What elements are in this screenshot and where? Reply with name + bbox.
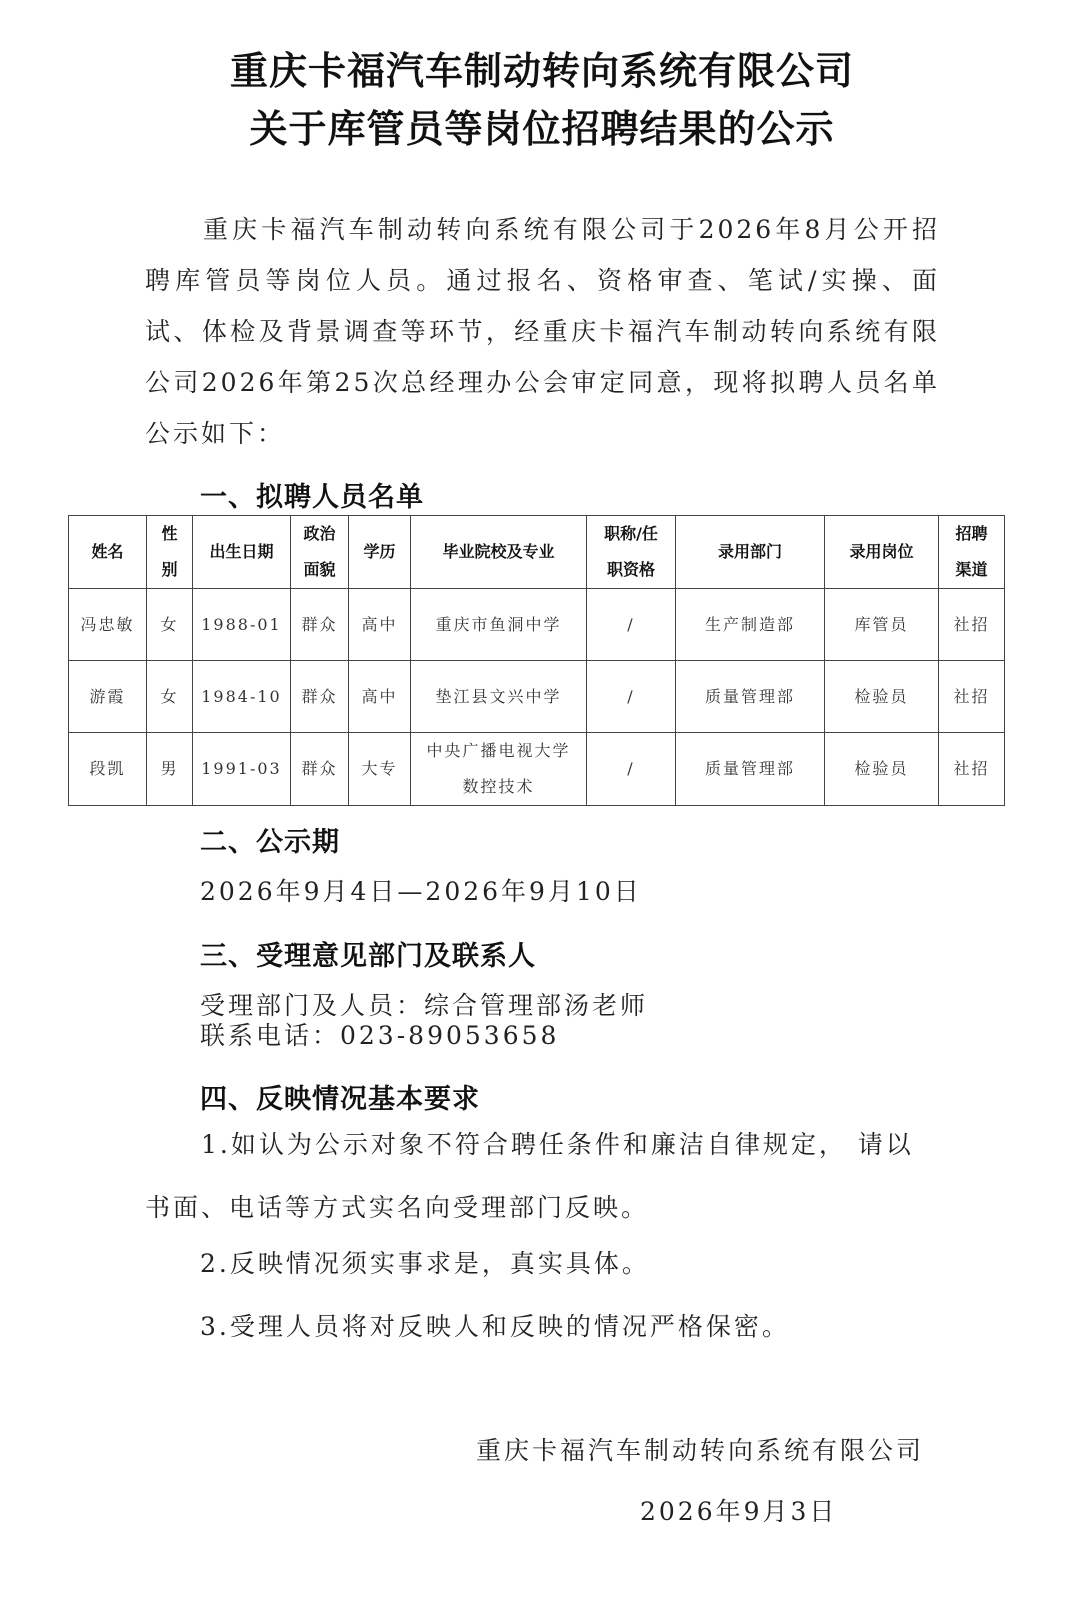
signature-date: 2026年9月3日 [640,1497,838,1526]
cell-birth: 1988-01 [193,589,291,661]
cell-dept: 质量管理部 [676,733,825,806]
table-row [69,661,1005,733]
document-title-line1: 重庆卡福汽车制动转向系统有限公司 [229,49,854,93]
header-political: 政治 面貌 [291,516,349,589]
requirement-item-2: 2.反映情况须实事求是，真实具体。 [200,1249,650,1278]
requirement-item-3: 3.受理人员将对反映人和反映的情况严格保密。 [200,1312,790,1341]
header-dept: 录用部门 [676,516,825,589]
header-post: 录用岗位 [825,516,939,589]
cell-channel: 社招 [939,589,1005,661]
header-school: 毕业院校及专业 [411,516,587,589]
table-row [69,733,1005,806]
cell-gender: 男 [147,733,193,806]
cell-post: 检验员 [825,733,939,806]
document-title-line2: 关于库管员等岗位招聘结果的公示 [249,107,835,151]
cell-political: 群众 [291,733,349,806]
cell-gender: 女 [147,661,193,733]
requirement-item-1: 1.如认为公示对象不符合聘任条件和廉洁自律规定， 请以书面、电话等方式实名向受理部门反映。 [145,1130,914,1222]
signature-company: 重庆卡福汽车制动转向系统有限公司 [476,1436,925,1465]
cell-title: / [587,589,676,661]
cell-birth: 1984-10 [193,661,291,733]
cell-political: 群众 [291,589,349,661]
cell-dept: 质量管理部 [676,661,825,733]
cell-education: 大专 [349,733,411,806]
header-title: 职称/任 职资格 [587,516,676,589]
cell-education: 高中 [349,661,411,733]
candidate-table [68,515,1005,806]
cell-name: 冯忠敏 [69,589,147,661]
header-gender: 性 别 [147,516,193,589]
header-name: 姓名 [69,516,147,589]
cell-channel: 社招 [939,661,1005,733]
cell-title: / [587,661,676,733]
cell-political: 群众 [291,661,349,733]
cell-title: / [587,733,676,806]
cell-birth: 1991-03 [193,733,291,806]
header-channel: 招聘 渠道 [939,516,1005,589]
section4-heading: 四、反映情况基本要求 [200,1084,480,1115]
header-birth: 出生日期 [193,516,291,589]
cell-post: 库管员 [825,589,939,661]
cell-name: 游霞 [69,661,147,733]
cell-education: 高中 [349,589,411,661]
table-header-row [69,516,1005,589]
section3-heading: 三、受理意见部门及联系人 [200,941,536,972]
notice-period: 2026年9月4日—2026年9月10日 [200,877,642,906]
cell-post: 检验员 [825,661,939,733]
contact-department: 受理部门及人员：综合管理部汤老师 [200,991,649,1020]
cell-school: 垫江县文兴中学 [411,661,587,733]
cell-gender: 女 [147,589,193,661]
cell-channel: 社招 [939,733,1005,806]
cell-name: 段凯 [69,733,147,806]
cell-school: 重庆市鱼洞中学 [411,589,587,661]
section1-heading: 一、拟聘人员名单 [200,482,424,513]
section2-heading: 二、公示期 [200,827,340,858]
intro-paragraph: 重庆卡福汽车制动转向系统有限公司于2026年8月公开招聘库管员等岗位人员。通过报名、资格审查、笔试/实操、面试、体检及背景调查等环节，经重庆卡福汽车制动转向系统有限公司2026年第25次总经理办公会审定同意，现将拟聘人员名单公示如下： [145,215,940,448]
cell-school: 中央广播电视大学 数控技术 [411,733,587,806]
cell-dept: 生产制造部 [676,589,825,661]
table-row [69,589,1005,661]
contact-phone: 联系电话：023-89053658 [200,1021,560,1050]
header-education: 学历 [349,516,411,589]
